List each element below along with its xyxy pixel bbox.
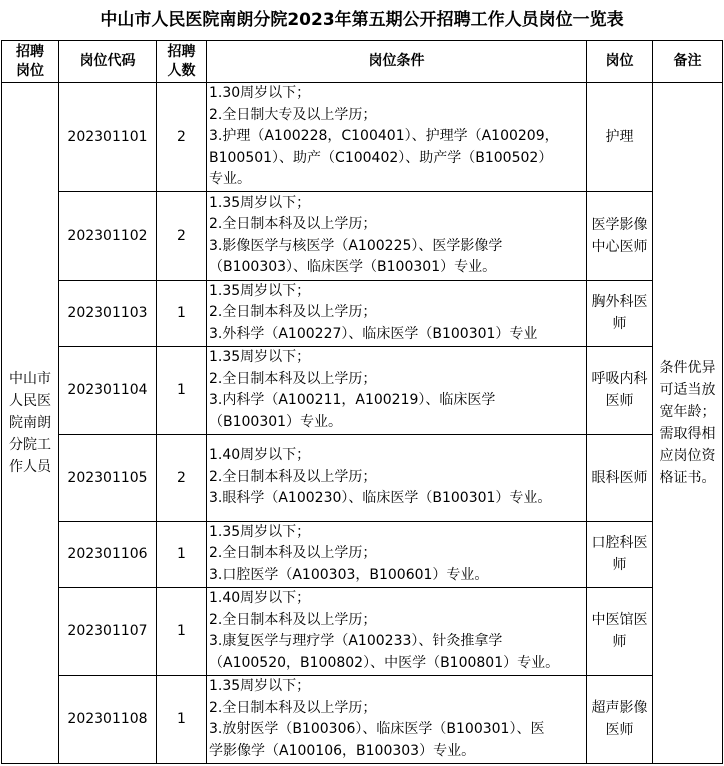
conditions-cell [207, 191, 587, 280]
condition-line: 专业。 [209, 171, 251, 187]
remarks-cell: 条件优异可适当放宽年龄；需取得相应岗位资格证书。 [653, 83, 723, 764]
header-department [2, 41, 59, 83]
position-cell: 护理 [587, 83, 653, 192]
condition-line: 2.全日制本科及以上学历； [209, 304, 377, 321]
conditions-cell [207, 280, 587, 346]
count-cell: 1 [157, 521, 207, 587]
conditions-cell [207, 83, 587, 192]
condition-line: 2.全日制本科及以上学历； [209, 370, 377, 387]
position-cell: 口腔科医师 [587, 521, 653, 587]
condition-line: （B100301）专业。 [209, 413, 343, 430]
table-row [2, 191, 723, 280]
condition-line: 1.40周岁以下； [209, 590, 311, 606]
condition-line: 2.全日制大专及以上学历； [209, 106, 377, 123]
conditions-cell [207, 675, 587, 763]
header-conditions: 岗位条件 [207, 41, 587, 83]
count-cell: 2 [157, 434, 207, 521]
condition-line: 1.35周岁以下； [209, 194, 311, 211]
code-cell: 202301108 [59, 675, 157, 763]
count-cell: 1 [157, 587, 207, 675]
table-row [2, 434, 723, 521]
conditions-cell [207, 434, 587, 521]
condition-line: 3.外科学（A100227）、临床医学（B100301）专业 [209, 325, 538, 342]
table-row [2, 83, 723, 192]
header-row [2, 41, 723, 83]
condition-line: 1.35周岁以下； [209, 523, 311, 540]
code-cell: 202301104 [59, 346, 157, 434]
table-row [2, 587, 723, 675]
position-cell: 胸外科医师 [587, 280, 653, 346]
condition-line: 2.全日制本科及以上学历； [209, 468, 377, 485]
condition-line: 2.全日制本科及以上学历； [209, 699, 377, 716]
condition-line: 1.30周岁以下； [209, 85, 311, 101]
condition-line: 3.内科学（A100211，A100219）、临床医学 [209, 392, 496, 408]
position-cell: 超声影像医师 [587, 675, 653, 763]
conditions-cell [207, 587, 587, 675]
count-cell: 1 [157, 346, 207, 434]
header-remarks: 备注 [653, 41, 723, 83]
header-count-label: 招聘 人数 [167, 43, 196, 79]
condition-line: 2.全日制本科及以上学历； [209, 611, 377, 628]
header-position: 岗位 [587, 41, 653, 83]
condition-line: 1.40周岁以下； [209, 447, 311, 464]
condition-line: 3.护理（A100228，C100401）、护理学（A100209， [209, 128, 559, 144]
header-code: 岗位代码 [59, 41, 157, 83]
count-cell: 2 [157, 191, 207, 280]
code-cell: 202301107 [59, 587, 157, 675]
header-department-label: 招聘 岗位 [16, 43, 44, 79]
condition-line: 1.35周岁以下； [209, 678, 311, 694]
condition-line: （A100520，B100802）、中医学（B100801）专业。 [209, 654, 560, 671]
count-cell: 2 [157, 83, 207, 192]
condition-line: 3.康复医学与理疗学（A100233）、针灸推拿学 [209, 633, 503, 649]
table-row [2, 280, 723, 346]
position-cell: 医学影像中心医师 [587, 191, 653, 280]
position-cell: 眼科医师 [587, 434, 653, 521]
condition-line: 3.影像医学与核医学（A100225）、医学影像学 [209, 237, 503, 254]
conditions-cell [207, 521, 587, 587]
condition-line: 2.全日制本科及以上学历； [209, 216, 377, 232]
table-row [2, 346, 723, 434]
code-cell: 202301102 [59, 191, 157, 280]
condition-line: 1.35周岁以下； [209, 282, 311, 299]
condition-line: 3.眼科学（A100230）、临床医学（B100301）专业。 [209, 490, 552, 507]
count-cell: 1 [157, 280, 207, 346]
condition-line: 1.35周岁以下； [209, 349, 311, 365]
condition-line: 学影像学（A100106，B100303）专业。 [209, 742, 476, 759]
table-row [2, 521, 723, 587]
condition-line: （B100303）、临床医学（B100301）专业。 [209, 259, 497, 275]
position-cell: 中医馆医师 [587, 587, 653, 675]
position-cell: 呼吸内科医师 [587, 346, 653, 434]
condition-line: B100501）、助产（C100402）、助产学（B100502） [209, 149, 553, 166]
condition-line: 3.放射医学（B100306）、临床医学（B100301）、医 [209, 721, 545, 737]
code-cell: 202301105 [59, 434, 157, 521]
positions-table [1, 40, 723, 764]
conditions-cell [207, 346, 587, 434]
code-cell: 202301101 [59, 83, 157, 192]
document-title: 中山市人民医院南朗分院2023年第五期公开招聘工作人员岗位一览表 [100, 10, 624, 30]
condition-line: 2.全日制本科及以上学历； [209, 545, 377, 562]
count-cell: 1 [157, 675, 207, 763]
condition-line: 3.口腔医学（A100303，B100601）专业。 [209, 566, 489, 583]
code-cell: 202301106 [59, 521, 157, 587]
table-row [2, 675, 723, 763]
code-cell: 202301103 [59, 280, 157, 346]
department-cell: 中山市人民医院南朗分院工作人员 [2, 83, 59, 764]
header-count [157, 41, 207, 83]
